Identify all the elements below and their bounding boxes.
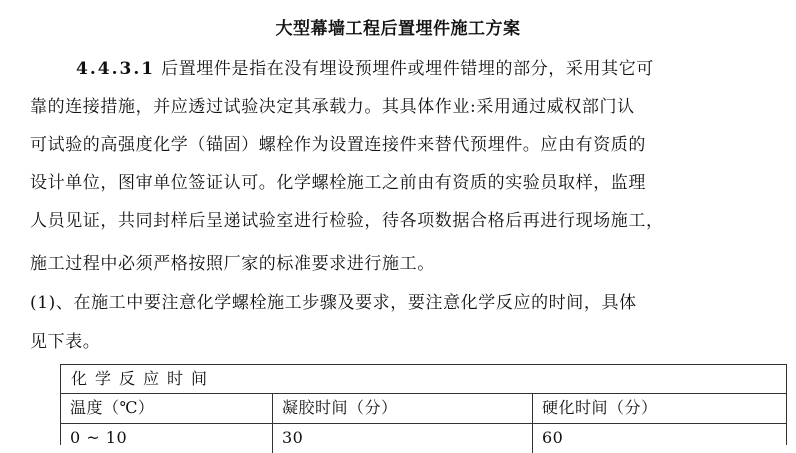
header-label: 温度（℃） bbox=[70, 398, 155, 417]
table-header-row bbox=[61, 394, 786, 424]
paragraph-line: (1)、在施工中要注意化学螺栓施工步骤及要求，要注意化学反应的时间，具体 bbox=[30, 293, 637, 313]
table-title: 化学反应时间 bbox=[71, 369, 216, 388]
table-row bbox=[61, 424, 786, 453]
header-cell-gel-time bbox=[273, 394, 533, 423]
header-label: 硬化时间（分） bbox=[542, 398, 658, 417]
table-title-row bbox=[61, 365, 786, 394]
reaction-time-table bbox=[60, 364, 787, 445]
page-title: 大型幕墙工程后置埋件施工方案 bbox=[275, 19, 521, 39]
cell-value: 30 bbox=[282, 428, 304, 447]
cell-value: 60 bbox=[542, 428, 564, 447]
table-cell bbox=[61, 424, 273, 453]
paragraph-line: 施工过程中必须严格按照厂家的标准要求进行施工。 bbox=[30, 254, 435, 274]
header-cell-cure-time bbox=[533, 394, 786, 423]
paragraph-line: 可试验的高强度化学（锚固）螺栓作为设置连接件来替代预埋件。应由有资质的 bbox=[30, 135, 646, 155]
cell-value: 0 ~ 10 bbox=[70, 428, 128, 447]
table-cell bbox=[533, 424, 786, 453]
table-cell bbox=[273, 424, 533, 453]
paragraph-line: 设计单位，图审单位签证认可。化学螺栓施工之前由有资质的实验员取样，监理 bbox=[30, 173, 646, 193]
paragraph-line: 见下表。 bbox=[30, 332, 101, 352]
paragraph-line-text: 后置埋件是指在没有埋设预埋件或埋件错埋的部分，采用其它可 bbox=[161, 59, 654, 79]
paragraph-line: 人员见证，共同封样后呈递试验室进行检验，待各项数据合格后再进行现场施工， bbox=[30, 211, 664, 231]
paragraph-line: 靠的连接措施，并应透过试验决定其承载力。其具体作业:采用通过威权部门认 bbox=[30, 97, 635, 117]
header-cell-temperature bbox=[61, 394, 273, 423]
clause-number: 4.4.3.1 bbox=[76, 59, 156, 79]
header-label: 凝胶时间（分） bbox=[282, 398, 398, 417]
paragraph-line bbox=[76, 57, 654, 81]
